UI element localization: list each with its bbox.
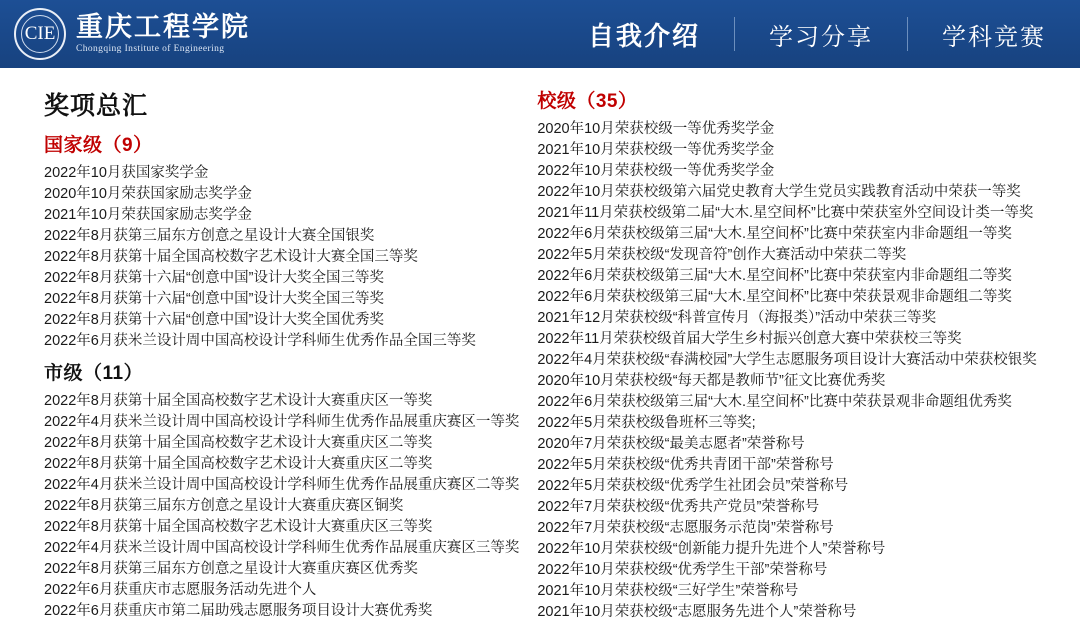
list-item: 2022年7月荣获校级“志愿服务示范岗”荣誉称号 (537, 520, 834, 536)
logo-text (76, 13, 250, 54)
section-title-municipal: 市级（11） (44, 363, 144, 384)
list-item: 2022年8月获第十届全国高校数字艺术设计大赛重庆区三等奖 (44, 519, 433, 535)
page-title: 奖项总汇 (44, 92, 149, 120)
logo-name-en: Chongqing Institute of Engineering (76, 43, 225, 54)
list-item: 2022年4月获米兰设计周中国高校设计学科师生优秀作品展重庆赛区三等奖 (44, 540, 520, 556)
logo[interactable] (0, 8, 300, 60)
list-item: 2022年8月获第十六届“创意中国”设计大奖全国三等奖 (44, 270, 384, 286)
list-item: 2022年8月获第三届东方创意之星设计大赛重庆赛区铜奖 (44, 498, 404, 514)
list-item: 2022年8月获第十届全国高校数字艺术设计大赛重庆区一等奖 (44, 393, 433, 409)
list-item: 2022年4月获米兰设计周中国高校设计学科师生优秀作品展重庆赛区二等奖 (44, 477, 520, 493)
list-item: 2022年4月获米兰设计周中国高校设计学科师生优秀作品展重庆赛区一等奖 (44, 414, 520, 430)
list-item: 2022年10月荣获校级“优秀学生干部”荣誉称号 (537, 562, 828, 578)
nav-item-subject-competition[interactable]: 学科竞赛 (942, 23, 1046, 51)
list-item: 2022年10月荣获校级“创新能力提升先进个人”荣誉称号 (537, 541, 886, 557)
list-item: 2022年6月荣获校级第三届“大木.星空间杯”比赛中荣获景观非命题组优秀奖 (537, 394, 1012, 410)
list-item: 2022年7月荣获校级“优秀共产党员”荣誉称号 (537, 499, 820, 515)
list-item: 2022年8月获第十六届“创意中国”设计大奖全国优秀奖 (44, 312, 384, 328)
list-item: 2022年10月荣获校级第六届党史教育大学生党员实践教育活动中荣获一等奖 (537, 184, 1021, 200)
list-item: 2022年5月荣获校级“优秀共青团干部”荣誉称号 (537, 457, 834, 473)
university-seal-icon (14, 8, 66, 60)
list-item: 2022年5月荣获校级“发现音符”创作大赛活动中荣获二等奖 (537, 247, 907, 263)
list-item: 2021年11月荣获校级第二届“大木.星空间杯”比赛中荣获室外空间设计类一等奖 (537, 205, 1034, 221)
list-item: 2021年10月荣获校级“志愿服务先进个人”荣誉称号 (537, 604, 857, 620)
section-title-school: 校级（35） (537, 91, 638, 112)
list-item: 2020年10月荣获校级一等优秀奖学金 (537, 121, 775, 137)
list-item: 2022年8月获第十届全国高校数字艺术设计大赛全国三等奖 (44, 249, 418, 265)
list-item: 2022年6月获米兰设计周中国高校设计学科师生优秀作品全国三等奖 (44, 333, 476, 349)
content-area (0, 68, 1080, 620)
list-item: 2022年6月获重庆市志愿服务活动先进个人 (44, 582, 317, 598)
list-item: 2022年8月获第三届东方创意之星设计大赛重庆赛区优秀奖 (44, 561, 418, 577)
main-nav (300, 0, 1080, 68)
list-item: 2022年11月荣获校级首届大学生乡村振兴创意大赛中荣获校三等奖 (537, 331, 962, 347)
list-item: 2021年10月荣获校级“三好学生”荣誉称号 (537, 583, 799, 599)
list-item: 2020年10月荣获国家励志奖学金 (44, 186, 252, 202)
list-item: 2022年10月荣获校级一等优秀奖学金 (537, 163, 775, 179)
list-item: 2022年8月获第十届全国高校数字艺术设计大赛重庆区二等奖 (44, 435, 433, 451)
left-column (26, 86, 520, 619)
list-item: 2020年7月荣获校级“最美志愿者”荣誉称号 (537, 436, 805, 452)
right-column (519, 86, 1054, 620)
list-item: 2022年8月获第十六届“创意中国”设计大奖全国三等奖 (44, 291, 384, 307)
list-item: 2022年4月荣获校级“春满校园”大学生志愿服务项目设计大赛活动中荣获校银奖 (537, 352, 1037, 368)
list-item: 2022年5月荣获校级“优秀学生社团会员”荣誉称号 (537, 478, 849, 494)
school-award-list (537, 119, 1054, 623)
list-item: 2022年6月荣获校级第三届“大木.星空间杯”比赛中荣获室内非命题组一等奖 (537, 226, 1012, 242)
nav-item-self-intro[interactable]: 自我介绍 (587, 20, 700, 51)
municipal-award-list (44, 391, 519, 622)
list-item: 2022年6月获重庆市第二届助残志愿服务项目设计大赛优秀奖 (44, 603, 433, 619)
site-header (0, 0, 1080, 68)
national-award-list (44, 163, 519, 352)
list-item: 2022年8月获第三届东方创意之星设计大赛全国银奖 (44, 228, 375, 244)
list-item: 2020年10月荣获校级“每天都是教师节”征文比赛优秀奖 (537, 373, 886, 389)
logo-name-cn: 重庆工程学院 (76, 12, 250, 43)
list-item: 2021年12月荣获校级“科普宣传月（海报类）”活动中荣获三等奖 (537, 310, 937, 326)
list-item: 2022年5月荣获校级鲁班杯三等奖; (537, 415, 756, 431)
list-item: 2022年6月荣获校级第三届“大木.星空间杯”比赛中荣获室内非命题组二等奖 (537, 268, 1012, 284)
list-item: 2022年8月获第十届全国高校数字艺术设计大赛重庆区二等奖 (44, 456, 433, 472)
list-item: 2022年6月荣获校级第三届“大木.星空间杯”比赛中荣获景观非命题组二等奖 (537, 289, 1012, 305)
list-item: 2022年10月获国家奖学金 (44, 165, 209, 181)
nav-item-study-sharing[interactable]: 学习分享 (769, 23, 873, 51)
section-title-national: 国家级（9） (44, 135, 153, 156)
list-item: 2021年10月荣获国家励志奖学金 (44, 207, 252, 223)
seal-mark-text: CIE (21, 15, 59, 53)
list-item: 2021年10月荣获校级一等优秀奖学金 (537, 142, 775, 158)
